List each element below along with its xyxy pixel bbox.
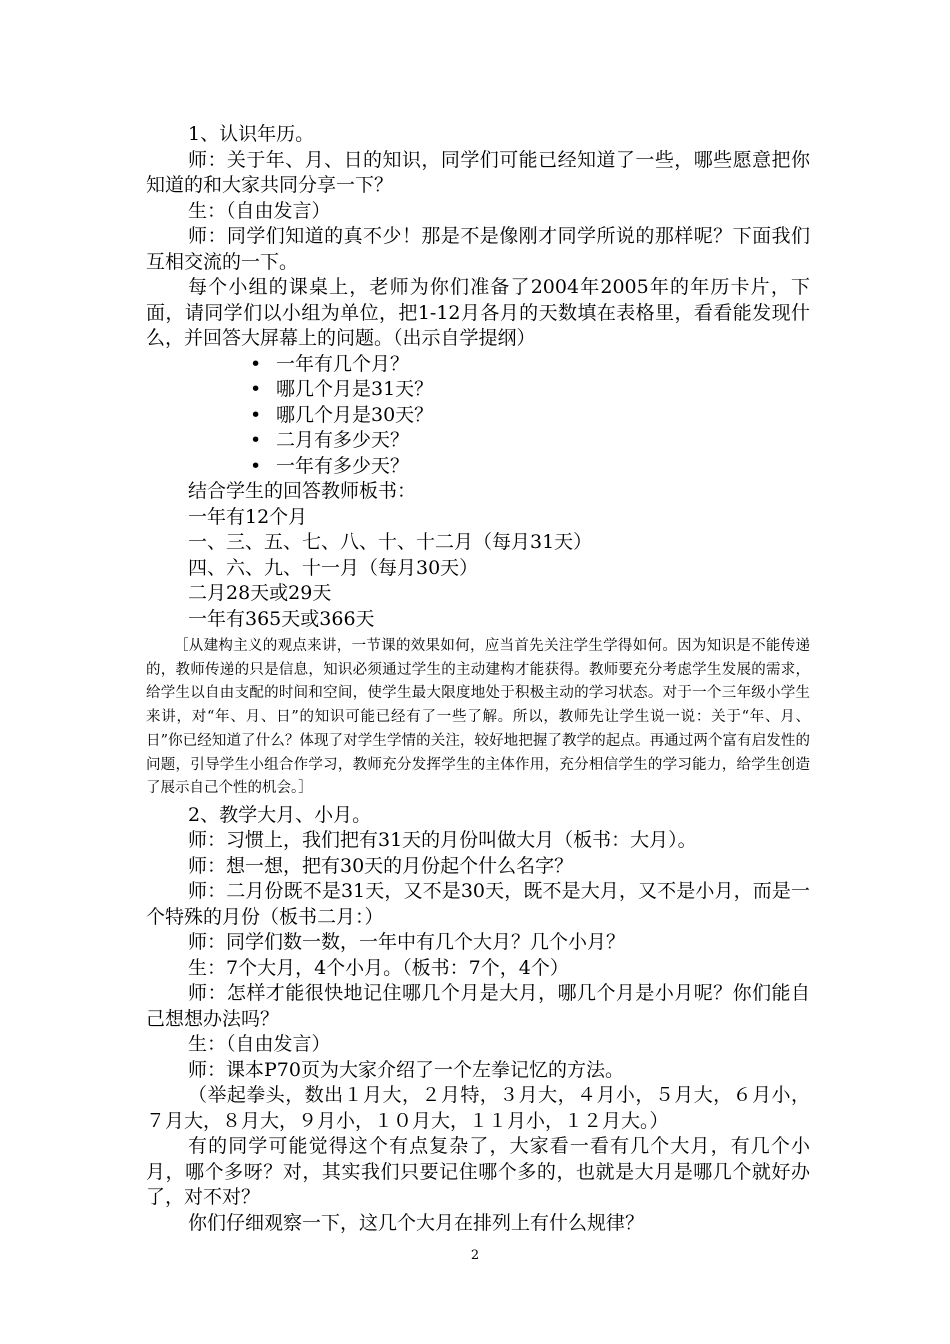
bullet-item: • 一年有几个月？ xyxy=(146,352,810,378)
board-intro: 结合学生的回答教师板书： xyxy=(188,480,417,502)
board-line: 二月28天或29天 xyxy=(188,582,332,604)
teacher-line: 师：习惯上，我们把有31天的月份叫做大月（板书：大月）。 xyxy=(188,829,697,852)
bullet-item: • 一年有多少天？ xyxy=(146,454,810,480)
board-line: 一年有12个月 xyxy=(188,505,308,528)
document-body xyxy=(146,122,810,1236)
bullet-icon: • xyxy=(250,429,262,451)
bullet-item: • 二月有多少天？ xyxy=(146,428,810,454)
heading-recognize-calendar: 1、认识年历。 xyxy=(188,123,315,145)
student-line: 生：（自由发言） xyxy=(188,199,331,222)
bullet-item: • 哪几个月是31天？ xyxy=(146,377,810,403)
bullet-icon: • xyxy=(250,403,262,426)
student-line: 生：（自由发言） xyxy=(188,1033,331,1056)
bullet-icon: • xyxy=(250,352,262,375)
heading-big-small-month: 2、教学大月、小月。 xyxy=(188,803,372,826)
bullet-icon: • xyxy=(250,378,262,400)
student-line: 生：7个大月，4个小月。（板书：7个，4个） xyxy=(188,956,569,979)
teacher-line: 师：同学们知道的真不少！那是不是像刚才同学所说的那样呢？下面我们互相交流的一下。 xyxy=(146,225,810,273)
bullet-item: • 哪几个月是30天？ xyxy=(146,403,810,429)
fist-memory-method: （举起拳头，数出１月大，２月特，３月大，４月小，５月大，６月小，７月大，８月大，９月小，１０月大，１１月小，１２月大。） xyxy=(146,1084,810,1132)
teacher-line: 师：怎样才能很快地记住哪几个月是大月，哪几个月是小月呢？你们能自己想想办法吗？ xyxy=(146,982,810,1030)
board-line: 一、三、五、七、八、十、十二月（每月31天） xyxy=(188,531,593,553)
page-number: 2 xyxy=(470,1248,480,1263)
teacher-line: 师：关于年、月、日的知识，同学们可能已经知道了一些，哪些愿意把你知道的和大家共同分享一下？ xyxy=(146,148,810,196)
teacher-line: 师：同学们数一数，一年中有几个大月？几个小月？ xyxy=(188,931,626,954)
bullet-icon: • xyxy=(250,454,262,477)
teacher-line: 有的同学可能觉得这个有点复杂了，大家看一看有几个大月，有几个小月，哪个多呀？对，其实我们只要记住哪个多的，也就是大月是哪几个就好办了，对不对？ xyxy=(146,1135,810,1209)
board-line: 一年有365天或366天 xyxy=(188,607,375,630)
group-task-paragraph: 每个小组的课桌上，老师为你们准备了2004年2005年的年历卡片，下面，请同学们以小组为单位，把1-12月各月的天数填在表格里，看看能发现什么，并回答大屏幕上的问题。（出示自学提纲） xyxy=(146,276,810,349)
teacher-line: 师：二月份既不是31天，又不是30天，既不是大月，又不是小月，而是一个特殊的月份（板书二月：） xyxy=(146,880,810,928)
board-line: 四、六、九、十一月（每月30天） xyxy=(188,556,479,579)
teaching-commentary: ［从建构主义的观点来讲，一节课的效果如何，应当首先关注学生学得如何。因为知识是不能传递的，教师传递的只是信息，知识必须通过学生的主动建构才能获得。教师要充分考虑学生发展的需求，给学生以自由支配的时间和空间，使学生最大限度地处于积极主动的学习状态。对于一个三年级小学生来讲，对“年、月、日”的知识可能已经有了一些了解。所以，教师先让学生说一说：关于“年、月、日”你已经知道了什么？体现了对学生学情的关注，较好地把握了教学的起点。再通过两个富有启发性的问题，引导学生小组合作学习，教师充分发挥学生的主体作用，充分相信学生的学习能力，给学生创造了展示自己个性的机会。］ xyxy=(146,638,810,797)
self-study-outline xyxy=(146,352,810,480)
teacher-line: 师：想一想，把有30天的月份起个什么名字？ xyxy=(188,854,574,877)
teacher-line: 师：课本P70页为大家介绍了一个左拳记忆的方法。 xyxy=(188,1058,624,1081)
teacher-line: 你们仔细观察一下，这几个大月在排列上有什么规律？ xyxy=(188,1211,645,1234)
